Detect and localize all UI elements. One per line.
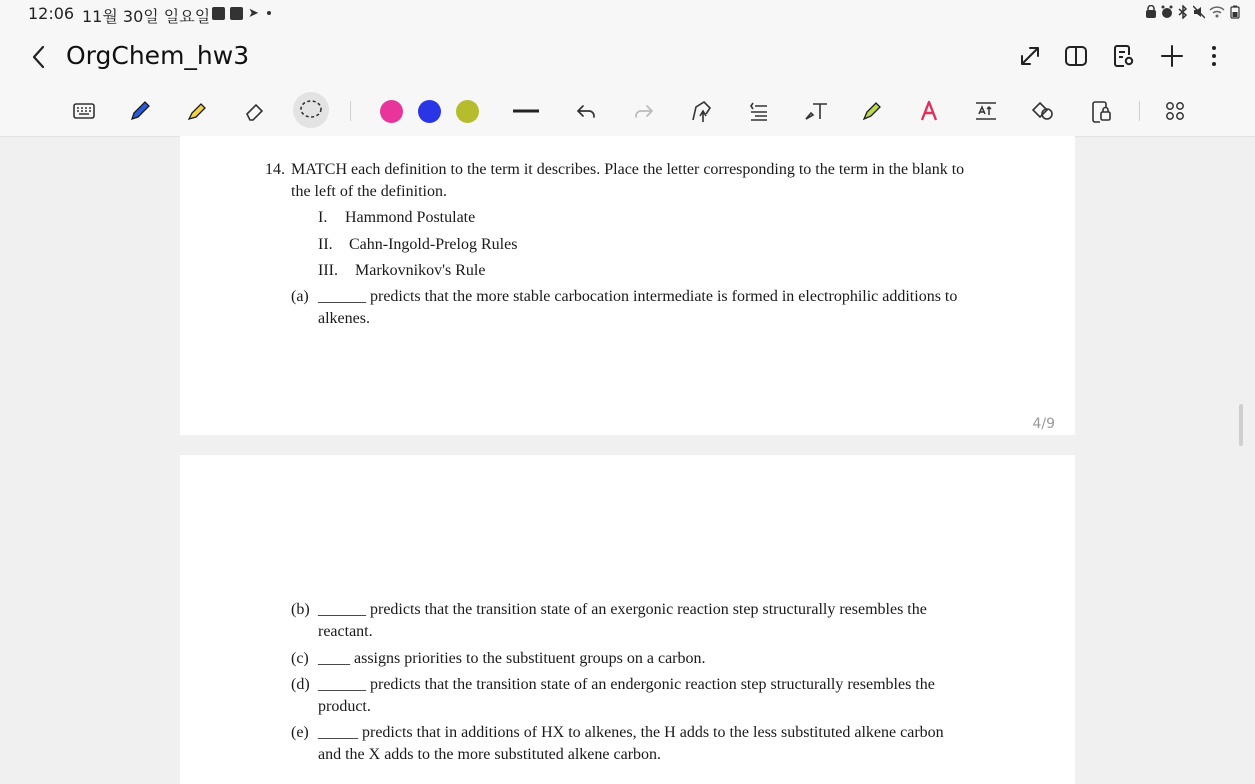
- battery-icon: [1229, 5, 1241, 19]
- page-number: 4/9: [1032, 416, 1055, 432]
- document-title: OrgChem_hw3: [66, 41, 250, 70]
- term-number: III.: [318, 262, 338, 279]
- lasso-tool-button[interactable]: [293, 92, 329, 128]
- item-text-line1: ____ assigns priorities to the substituent groups on a carbon.: [318, 650, 706, 667]
- item-label: (b): [291, 601, 310, 618]
- shape-pen-icon[interactable]: [688, 97, 716, 125]
- back-icon[interactable]: [26, 42, 52, 72]
- lock-doc-icon[interactable]: [1087, 97, 1115, 125]
- lock-status-icon: [1145, 5, 1157, 19]
- color-olive[interactable]: [456, 100, 479, 123]
- item-label: (d): [291, 676, 310, 693]
- status-bar: [0, 0, 1255, 28]
- item-text-line1: ______ predicts that the more stable carbocation intermediate is formed in electrophilic additions to: [318, 288, 958, 305]
- undo-icon[interactable]: [572, 97, 600, 125]
- pen-icon[interactable]: [126, 97, 154, 125]
- item-text-line2: reactant.: [318, 623, 373, 640]
- split-view-icon[interactable]: [1062, 42, 1090, 70]
- more-tools-icon[interactable]: [1161, 97, 1189, 125]
- color-magenta[interactable]: [380, 100, 403, 123]
- item-text-line2: alkenes.: [318, 310, 370, 327]
- line-width-icon[interactable]: [512, 97, 540, 125]
- text-pen-icon[interactable]: [802, 97, 830, 125]
- item-label: (e): [291, 724, 309, 741]
- item-label: (a): [291, 288, 309, 305]
- eraser-icon[interactable]: [240, 97, 268, 125]
- notification-icons: [212, 6, 271, 20]
- bluetooth-icon: [1177, 5, 1189, 19]
- term-number: I.: [318, 209, 328, 226]
- scrollbar-handle[interactable]: [1239, 404, 1243, 446]
- item-text-line2: and the X adds to the more substituted alkene carbon.: [318, 746, 662, 763]
- keyboard-icon[interactable]: [70, 97, 98, 125]
- add-icon[interactable]: [1158, 42, 1186, 70]
- toolbar-divider-2: [1139, 101, 1140, 121]
- alarm-icon: [1161, 5, 1173, 19]
- document-page-4: [180, 136, 1075, 435]
- drawing-toolbar: [0, 86, 1255, 137]
- question-text-line2: the left of the definition.: [291, 183, 447, 200]
- text-align-icon[interactable]: [745, 97, 773, 125]
- lasso-icon: [293, 92, 329, 128]
- play-icon: ➤: [248, 5, 259, 20]
- app-header: [0, 28, 1255, 86]
- highlighter-icon[interactable]: [183, 97, 211, 125]
- fill-pen-icon[interactable]: [858, 97, 886, 125]
- color-blue[interactable]: [418, 100, 441, 123]
- search-doc-icon[interactable]: [1110, 42, 1138, 70]
- gallery-icon: [212, 7, 225, 20]
- status-date: 11월 30일 일요일: [82, 7, 211, 26]
- item-label: (c): [291, 650, 309, 667]
- term-text: Markovnikov's Rule: [355, 262, 486, 279]
- term-text: Hammond Postulate: [345, 209, 476, 226]
- redo-icon[interactable]: [630, 97, 658, 125]
- wifi-icon: [1209, 5, 1225, 19]
- system-icons: [1145, 5, 1241, 19]
- more-icon[interactable]: [1200, 42, 1228, 70]
- term-text: Cahn-Ingold-Prelog Rules: [349, 236, 518, 253]
- text-style-icon[interactable]: [915, 97, 943, 125]
- item-text-line1: ______ predicts that the transition state of an exergonic reaction step structurally resembles the: [318, 601, 927, 618]
- image-icon: [230, 7, 243, 20]
- mute-icon: [1193, 5, 1205, 19]
- document-page-5: [180, 455, 1075, 784]
- text-box-icon[interactable]: [972, 97, 1000, 125]
- term-number: II.: [318, 236, 333, 253]
- question-text-line1: MATCH each definition to the term it describes. Place the letter corresponding to the term in the blank to: [291, 161, 965, 178]
- item-text-line2: product.: [318, 698, 371, 715]
- expand-icon[interactable]: [1016, 42, 1044, 70]
- more-notifications-icon: [267, 11, 271, 15]
- item-text-line1: _____ predicts that in additions of HX to alkenes, the H adds to the less substituted alkene carbon: [318, 724, 944, 741]
- toolbar-divider: [350, 101, 351, 121]
- item-text-line1: ______ predicts that the transition state of an endergonic reaction step structurally resembles the: [318, 676, 935, 693]
- shapes-icon[interactable]: [1029, 97, 1057, 125]
- question-number: 14.: [265, 161, 285, 178]
- status-time: 12:06: [28, 4, 75, 23]
